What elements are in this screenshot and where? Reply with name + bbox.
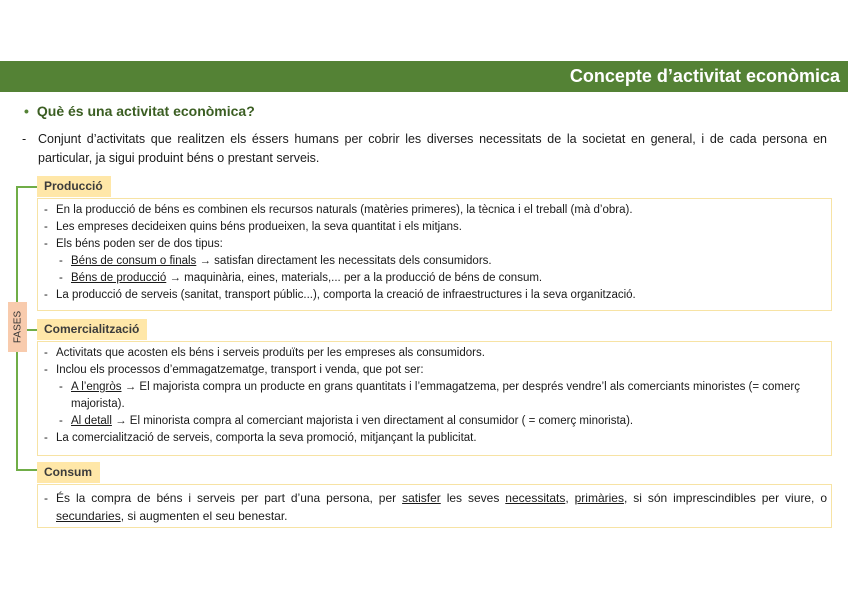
title-banner	[0, 61, 848, 92]
intro-dash: -	[22, 132, 27, 146]
sub-list-item: - Al detall → El minorista compra al comerciant majorista i ven directament al consumidor ( = comerç minorista).	[59, 415, 634, 427]
sub-list-item: - Béns de producció → maquinària, eines, materials,... per a la producció de béns de consum.	[59, 272, 543, 284]
intro-paragraph	[22, 130, 827, 168]
produccio-tab: Producció	[37, 176, 111, 197]
comercialitzacio-box	[37, 341, 832, 456]
list-item: - En la producció de béns es combinen els recursos naturals (matèries primeres), la tècnica i el treball (mà d’obra).	[44, 204, 633, 216]
bullet-icon: •	[24, 103, 29, 119]
question-text: Què és una activitat econòmica?	[36, 103, 255, 119]
list-item: - Inclou els processos d’emmagatzematge, transport i venda, que pot ser:	[44, 364, 424, 376]
sub-list-item: - Béns de consum o finals → satisfan directament les necessitats dels consumidors.	[59, 255, 492, 267]
consum-box	[37, 484, 832, 528]
term-detall: Al detall	[71, 415, 112, 427]
question-heading	[24, 103, 255, 119]
list-item: - És la compra de béns i serveis per part d’una persona, per satisfer les seves necessitats, primàries, si són imprescindibles per viure, o secundaries, si augmenten el seu benestar.	[44, 491, 827, 523]
list-item: - La comercialització de serveis, comporta la seva promoció, mitjançant la publicitat.	[44, 432, 477, 444]
list-item: - Les empreses decideixen quins béns produeixen, la seva quantitat i els mitjans.	[44, 221, 462, 233]
list-item: - Els béns poden ser de dos tipus:	[44, 238, 223, 250]
sub-list-item: - A l’engròs → El majorista compra un producte en grans quantitats i l’emmagatzema, per després vendre’l als comerciants minoristes (= comerç majorista).	[59, 381, 800, 410]
produccio-box	[37, 198, 832, 311]
term-bens-produccio: Béns de producció	[71, 272, 167, 284]
fases-label	[8, 302, 27, 352]
fases-text: FASES	[12, 310, 23, 344]
term-bens-consum: Béns de consum o finals	[71, 255, 197, 267]
term-engros: A l’engròs	[71, 381, 122, 393]
page-title: Concepte d’activitat econòmica	[569, 66, 840, 86]
list-item: - Activitats que acosten els béns i serveis produïts per les empreses als consumidors.	[44, 347, 485, 359]
consum-tab: Consum	[37, 462, 100, 483]
list-item: - La producció de serveis (sanitat, transport públic...), comporta la creació de infraestructures i la seva organització.	[44, 289, 636, 301]
comercialitzacio-tab: Comercialització	[37, 319, 147, 340]
intro-text: Conjunt d’activitats que realitzen els éssers humans per cobrir les diverses necessitats de la societat en general, i de cada persona en particular, ja sigui produint béns o prestant serveis.	[38, 132, 827, 165]
